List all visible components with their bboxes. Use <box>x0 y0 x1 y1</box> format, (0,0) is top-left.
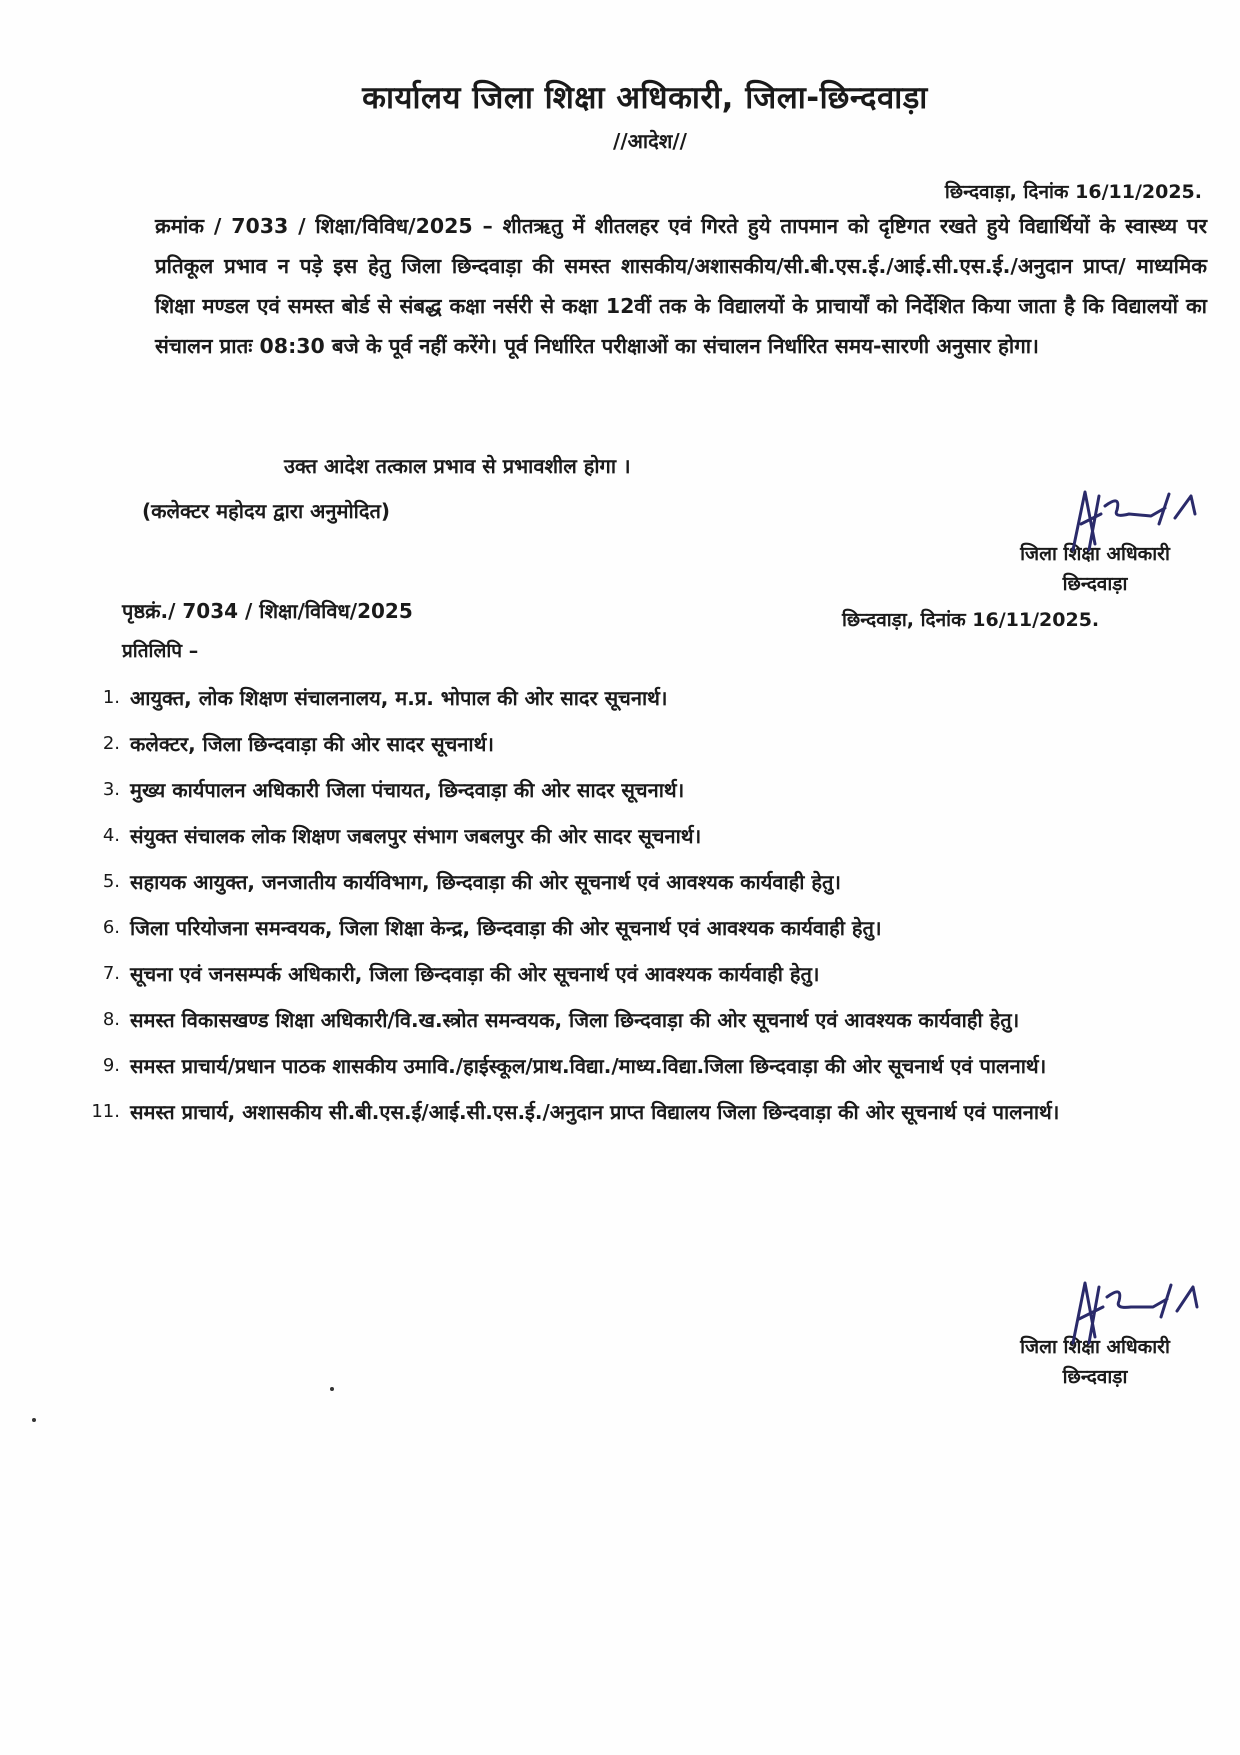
order-body-text: क्रमांक / 7033 / शिक्षा/विविध/2025 – शीतऋतु में शीतलहर एवं गिरते हुये तापमान को दृष्टिगत रखते हुये विद्यार्थियों के स्वास्थ्य पर प्रतिकूल प्रभाव न पड़े इस हेतु जिला छिन्दवाड़ा की समस्त शासकीय/अशासकीय/सी.बी.एस.ई./आई.सी.एस.ई./अनुदान प्राप्त/ माध्यमिक शिक्षा मण्डल एवं समस्त बोर्ड से संबद्ध कक्षा नर्सरी से कक्षा 12वीं तक के विद्यालयों के प्राचार्यों को निर्देशित किया जाता है कि विद्यालयों का संचालन प्रातः 08:30 बजे के पूर्व नहीं करेंगे। पूर्व निर्धारित परीक्षाओं का संचालन निर्धारित समय-सारणी अनुसार होगा। <box>155 214 1207 358</box>
list-item <box>90 1048 1212 1084</box>
copy-reference: पृष्ठक्रं./ 7034 / शिक्षा/विविध/2025 <box>122 599 413 623</box>
signatory-designation: जिला शिक्षा अधिकारी <box>1020 1336 1170 1358</box>
list-item <box>90 1094 1212 1130</box>
list-item-number: 6. <box>102 917 120 938</box>
list-item-number: 5. <box>102 871 120 892</box>
signature-icon <box>1055 484 1205 554</box>
list-item <box>90 1002 1212 1038</box>
scan-speck <box>32 1418 36 1422</box>
list-item-number: 7. <box>102 963 120 984</box>
list-item-number: 8. <box>102 1009 120 1030</box>
list-item <box>90 680 1212 716</box>
list-item <box>90 726 1212 762</box>
list-item-number: 9. <box>102 1055 120 1076</box>
copy-label: प्रतिलिपि – <box>122 640 199 662</box>
copy-place-date: छिन्दवाड़ा, दिनांक 16/11/2025. <box>842 609 1100 631</box>
list-item <box>90 772 1212 808</box>
order-place-date: छिन्दवाड़ा, दिनांक 16/11/2025. <box>944 181 1202 203</box>
list-item-number: 2. <box>102 733 120 754</box>
list-item <box>90 818 1212 854</box>
office-title: कार्यालय जिला शिक्षा अधिकारी, जिला-छिन्दवाड़ा <box>362 80 928 116</box>
signatory-designation: जिला शिक्षा अधिकारी <box>1020 543 1170 565</box>
list-item <box>90 956 1212 992</box>
signature-block-order <box>985 539 1205 599</box>
scan-speck <box>330 1387 334 1391</box>
list-item-text: समस्त प्राचार्य, अशासकीय सी.बी.एस.ई/आई.सी.एस.ई./अनुदान प्राप्त विद्यालय जिला छिन्दवाड़ा की ओर सूचनार्थ एवं पालनार्थ। <box>130 1100 1060 1124</box>
list-item-text: सहायक आयुक्त, जनजातीय कार्यविभाग, छिन्दवाड़ा की ओर सूचनार्थ एवं आवश्यक कार्यवाही हेतु। <box>130 870 841 894</box>
list-item <box>90 910 1212 946</box>
signature-icon <box>1055 1277 1205 1347</box>
list-item-text: आयुक्त, लोक शिक्षण संचालनालय, म.प्र. भोपाल की ओर सादर सूचनार्थ। <box>130 686 668 710</box>
copy-recipient-list <box>90 680 1212 1140</box>
list-item-text: जिला परियोजना समन्वयक, जिला शिक्षा केन्द्र, छिन्दवाड़ा की ओर सूचनार्थ एवं आवश्यक कार्यवाही हेतु। <box>130 916 882 940</box>
signature-block-copy <box>985 1332 1205 1392</box>
list-item-text: समस्त विकासखण्ड शिक्षा अधिकारी/वि.ख.स्त्रोत समन्वयक, जिला छिन्दवाड़ा की ओर सूचनार्थ एवं आवश्यक कार्यवाही हेतु। <box>130 1008 1020 1032</box>
list-item-text: समस्त प्राचार्य/प्रधान पाठक शासकीय उमावि./हाईस्कूल/प्राथ.विद्या./माध्य.विद्या.जिला छिन्दवाड़ा की ओर सूचनार्थ एवं पालनार्थ। <box>130 1054 1047 1078</box>
list-item-text: मुख्य कार्यपालन अधिकारी जिला पंचायत, छिन्दवाड़ा की ओर सादर सूचनार्थ। <box>130 778 685 802</box>
signatory-place: छिन्दवाड़ा <box>1062 1366 1128 1388</box>
list-item-text: कलेक्टर, जिला छिन्दवाड़ा की ओर सादर सूचनार्थ। <box>130 732 494 756</box>
approval-note: (कलेक्टर महोदय द्वारा अनुमोदित) <box>142 499 390 523</box>
signatory-place: छिन्दवाड़ा <box>1062 573 1128 595</box>
list-item-text: सूचना एवं जनसम्पर्क अधिकारी, जिला छिन्दवाड़ा की ओर सूचनार्थ एवं आवश्यक कार्यवाही हेतु। <box>130 962 820 986</box>
order-heading: //आदेश// <box>613 129 687 153</box>
effective-statement: उक्त आदेश तत्काल प्रभाव से प्रभावशील होगा । <box>284 454 631 478</box>
list-item-number: 11. <box>91 1101 120 1122</box>
list-item <box>90 864 1212 900</box>
list-item-text: संयुक्त संचालक लोक शिक्षण जबलपुर संभाग जबलपुर की ओर सादर सूचनार्थ। <box>130 824 702 848</box>
list-item-number: 1. <box>102 687 120 708</box>
list-item-number: 4. <box>102 825 120 846</box>
list-item-number: 3. <box>102 779 120 800</box>
